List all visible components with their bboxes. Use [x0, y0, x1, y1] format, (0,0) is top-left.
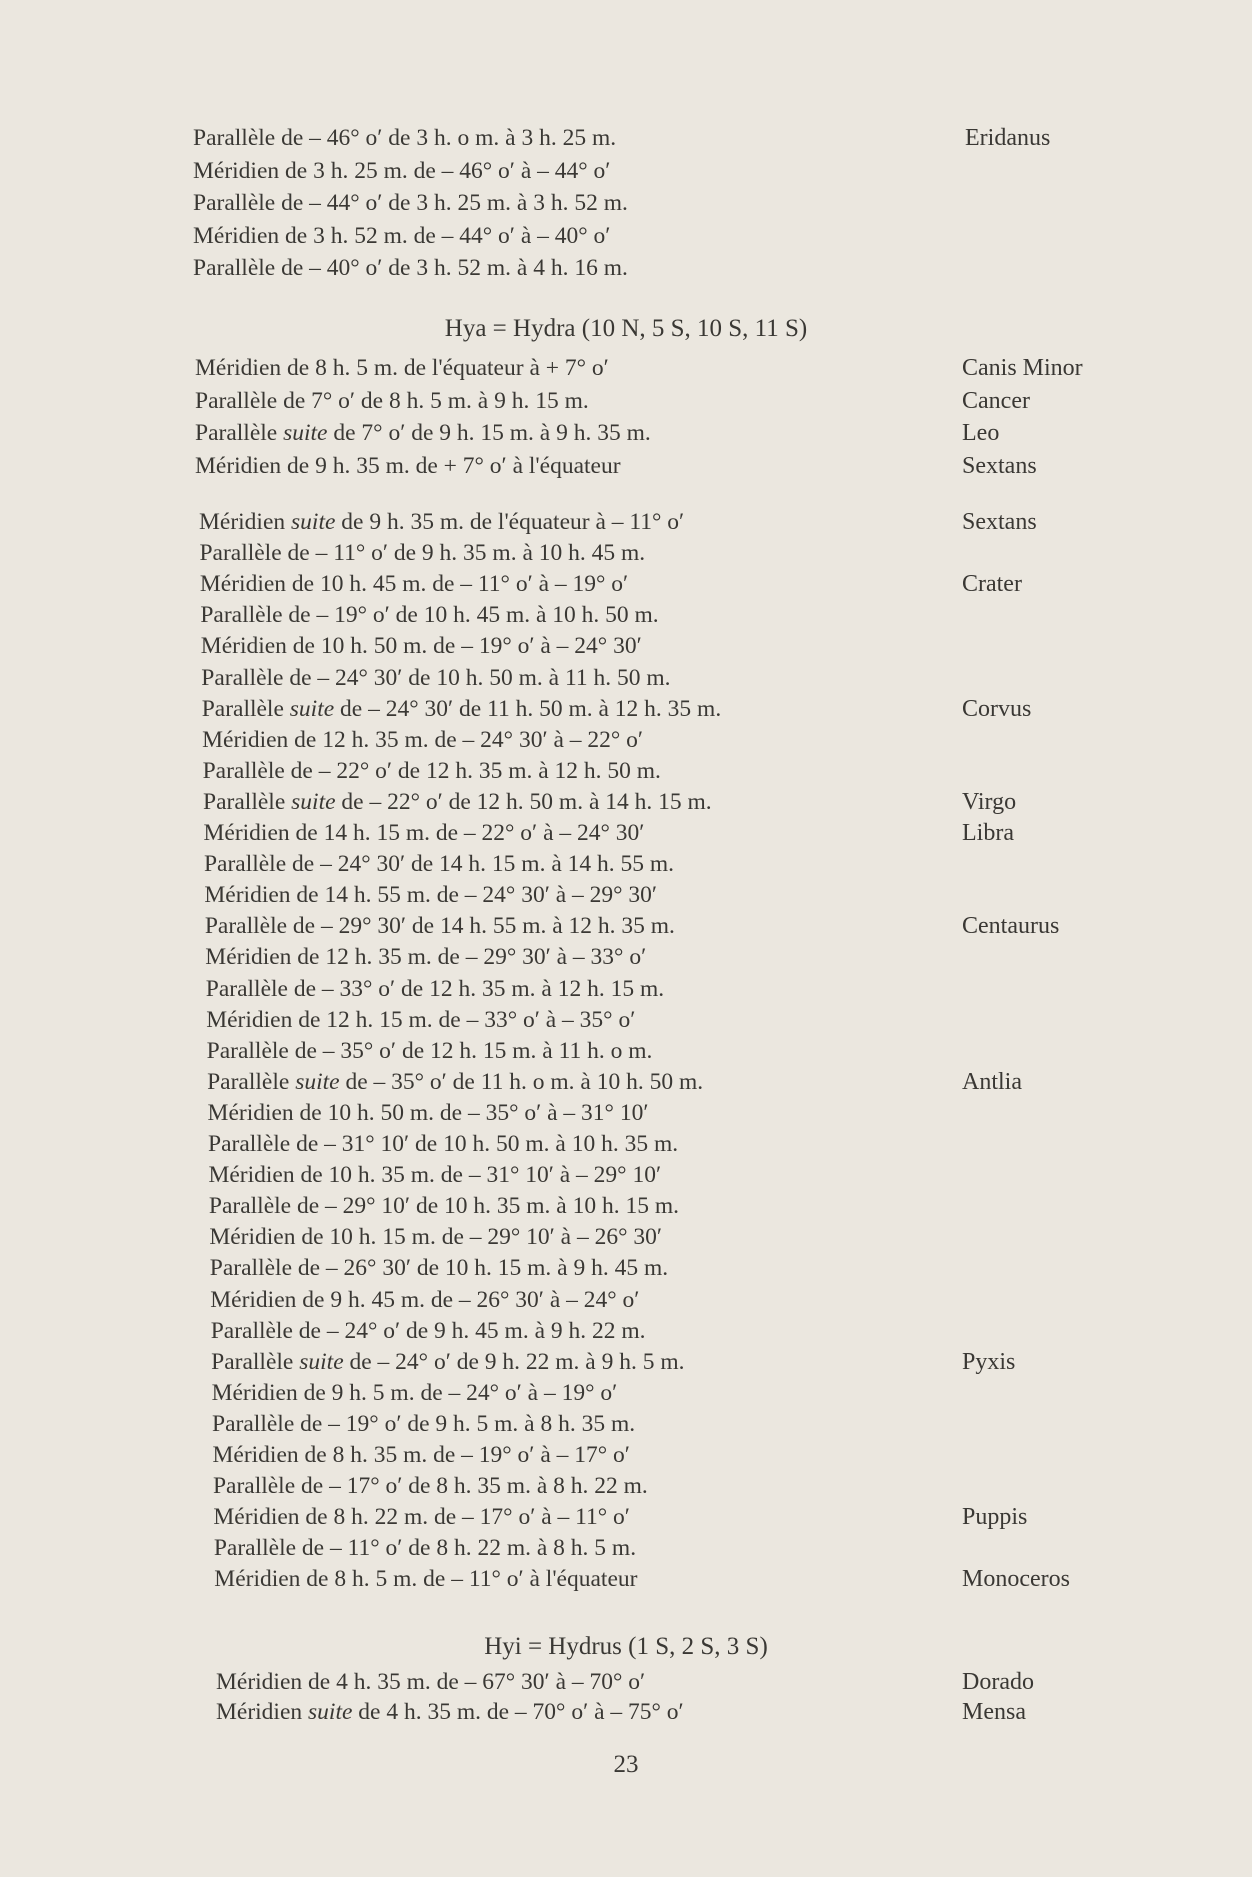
line-text-start: Méridien de 8 h. 35 m. de – 19° o′ à – 17° o′ — [212, 1442, 630, 1468]
text-line — [201, 662, 1211, 694]
text-line — [195, 385, 1205, 417]
line-text — [208, 1159, 661, 1191]
line-text — [208, 1097, 649, 1129]
text-line — [213, 1501, 1223, 1533]
text-line — [193, 252, 1203, 284]
line-text — [193, 220, 610, 252]
line-text — [207, 1035, 653, 1067]
line-text — [213, 1470, 648, 1502]
text-line — [207, 1035, 1217, 1067]
italic-suite: suite — [291, 509, 336, 535]
text-line — [213, 1439, 1223, 1471]
constellation-name: Mensa — [962, 1699, 1026, 1725]
text-line — [206, 1004, 1216, 1036]
line-text-end: – 44° o′ de 3 h. 25 m. à 3 h. 52 m. — [309, 190, 628, 216]
line-text — [193, 155, 610, 187]
text-line — [202, 724, 1212, 756]
line-text-start: Méridien de 10 h. 35 m. de – 31° 10′ à – 29° 10′ — [208, 1162, 662, 1189]
line-text-start: Parallèle — [201, 695, 290, 722]
italic-suite: suite — [291, 788, 336, 815]
text-line — [212, 1377, 1222, 1409]
page-number: 23 — [613, 1751, 639, 1778]
line-text-end: de 4 h. 35 m. de – 70° o′ à – 75° o′ — [352, 1699, 684, 1725]
constellation-name: Puppis — [961, 1504, 1028, 1531]
line-text-start: Parallèle de – 19° o′ de 9 h. 5 m. à 8 h. 35 m. — [212, 1410, 636, 1437]
line-text — [204, 817, 645, 849]
line-text — [201, 662, 670, 694]
line-text — [207, 1066, 703, 1098]
line-text — [201, 630, 642, 662]
text-line — [199, 506, 1209, 538]
line-text — [211, 1346, 684, 1378]
line-text-end: de 7° o′ de 9 h. 15 m. à 9 h. 35 m. — [327, 420, 651, 446]
line-text-start: Méridien de 12 h. 35 m. de – 29° 30′ à – 33° o′ — [205, 944, 647, 971]
line-text-start: Parallèle de — [193, 125, 310, 151]
line-text — [210, 1284, 639, 1316]
line-text-end: de 9 h. 35 m. de l'équateur à – 11° o′ — [335, 509, 685, 535]
hydrus-heading: Hyi = Hydrus (1 S, 2 S, 3 S) — [484, 1633, 768, 1660]
line-text-start: Parallèle — [203, 788, 292, 815]
text-line — [195, 352, 1205, 384]
line-text — [203, 755, 661, 787]
text-line — [216, 1696, 1226, 1728]
line-text-start: Méridien de 9 h. 5 m. de – 24° o′ à – 19° o′ — [211, 1379, 618, 1406]
constellation-name: Crater — [961, 571, 1022, 598]
constellation-name: Corvus — [961, 695, 1032, 722]
constellation-name: Leo — [962, 420, 1000, 446]
constellation-name: Monoceros — [961, 1566, 1070, 1593]
constellation-name: Centaurus — [961, 913, 1060, 940]
line-text — [214, 1532, 636, 1564]
line-text — [195, 385, 589, 417]
line-text — [213, 1501, 630, 1533]
text-line — [208, 1128, 1218, 1160]
line-text-start: Méridien de 8 h. 5 m. de – 11° o′ à l'équateur — [214, 1566, 638, 1593]
line-text — [213, 1439, 630, 1471]
line-text-start: Parallèle de – 24° 30′ de 10 h. 50 m. à 11 h. 50 m. — [201, 664, 671, 691]
line-text — [199, 537, 645, 569]
line-text — [212, 1408, 635, 1440]
line-text-start: Parallèle de – 24° 30′ de 14 h. 15 m. à 14 h. 55 m. — [203, 851, 675, 878]
text-line — [211, 1315, 1221, 1347]
line-text-start: Parallèle de – 35° o′ de 12 h. 15 m. à 11 h. o m. — [206, 1037, 653, 1064]
text-line — [214, 1563, 1224, 1595]
line-text — [193, 187, 628, 219]
line-text-end: de – 24° 30′ de 11 h. 50 m. à 12 h. 35 m. — [334, 695, 722, 722]
line-text — [195, 352, 609, 384]
hydra-heading: Hya = Hydra (10 N, 5 S, 10 S, 11 S) — [444, 315, 808, 342]
line-text — [211, 1315, 646, 1347]
text-line — [193, 220, 1203, 252]
line-text-start: Parallèle de — [193, 255, 310, 281]
italic-suite: suite — [299, 1348, 344, 1375]
text-line — [216, 1666, 1226, 1698]
constellation-name: Canis Minor — [962, 355, 1083, 381]
line-text-start: Méridien de 12 h. 35 m. de – 24° 30′ à – 22° o′ — [202, 726, 644, 753]
line-text — [206, 1004, 635, 1036]
line-text — [214, 1563, 637, 1595]
text-line — [204, 879, 1214, 911]
line-text-start: Parallèle de – 11° o′ de 9 h. 35 m. à 10 h. 45 m. — [199, 540, 646, 567]
text-line — [205, 910, 1215, 942]
text-line — [209, 1190, 1219, 1222]
line-text-end: – 44° o′ à – 40° o′ — [441, 222, 611, 249]
line-text-start: Méridien — [199, 509, 292, 535]
line-text — [195, 417, 651, 449]
line-text-start: Méridien de 14 h. 55 m. de – 24° 30′ à – 29° 30′ — [204, 882, 658, 909]
line-text — [205, 910, 675, 942]
line-text-start: Parallèle de – 24° o′ de 9 h. 45 m. à 9 h. 22 m. — [210, 1317, 646, 1344]
text-line — [193, 122, 1203, 154]
text-line — [193, 187, 1203, 219]
line-text-start: Parallèle de – 26° 30′ de 10 h. 15 m. à 9 h. 45 m. — [209, 1255, 669, 1282]
constellation-name: Eridanus — [965, 125, 1051, 151]
line-text-start: Parallèle — [211, 1348, 300, 1375]
line-text-start: Méridien de 8 h. 22 m. de – 17° o′ à – 11° o′ — [213, 1504, 630, 1531]
text-line — [212, 1408, 1222, 1440]
text-line — [209, 1221, 1219, 1253]
line-text — [200, 568, 628, 600]
line-text — [193, 122, 616, 154]
text-line — [208, 1097, 1218, 1129]
constellation-name: Libra — [962, 820, 1014, 846]
text-line — [200, 568, 1210, 600]
text-line — [200, 599, 1210, 631]
line-text — [202, 724, 643, 756]
line-text-end: de – 24° o′ de 9 h. 22 m. à 9 h. 5 m. — [343, 1348, 685, 1375]
line-text — [203, 786, 712, 818]
constellation-name: Antlia — [961, 1068, 1022, 1095]
italic-suite: suite — [289, 695, 335, 722]
italic-suite: suite — [295, 1068, 340, 1095]
line-text — [208, 1128, 678, 1160]
text-line — [202, 693, 1212, 725]
text-line — [201, 630, 1211, 662]
line-text — [216, 1666, 645, 1698]
line-text — [209, 1190, 679, 1222]
line-text-start: Parallèle de – 11° o′ de 8 h. 22 m. à 8 h. 5 m. — [213, 1535, 637, 1562]
text-line — [193, 155, 1203, 187]
line-text — [212, 1377, 618, 1409]
text-line — [213, 1470, 1223, 1502]
line-text-start: Méridien de 3 h. 25 m. de — [193, 157, 442, 184]
text-line — [204, 817, 1214, 849]
line-text — [202, 693, 722, 725]
line-text-end: – 40° o′ de 3 h. 52 m. à 4 h. 16 m. — [309, 255, 628, 281]
text-line — [199, 537, 1209, 569]
line-text — [205, 941, 646, 973]
constellation-name: Dorado — [962, 1669, 1034, 1695]
line-text-start: Méridien de 4 h. 35 m. de – 67° 30′ à – 70° o′ — [216, 1669, 646, 1695]
line-text-start: Parallèle de — [193, 190, 310, 216]
text-line — [214, 1532, 1224, 1564]
line-text-start: Parallèle de – 29° 30′ de 14 h. 55 m. à 12 h. 35 m. — [204, 913, 675, 940]
line-text — [216, 1696, 684, 1728]
line-text-start: Parallèle de – 19° o′ de 10 h. 45 m. à 10 h. 50 m. — [200, 602, 659, 629]
line-text-start: Méridien de 9 h. 35 m. de + 7° o′ à l'équateur — [195, 452, 621, 479]
line-text — [206, 973, 664, 1005]
line-text — [195, 450, 621, 482]
text-line — [211, 1346, 1221, 1378]
line-text-start: Méridien de 3 h. 52 m. de — [193, 222, 442, 249]
line-text-start: Méridien de 8 h. 5 m. de l'équateur à + 7° o′ — [195, 355, 609, 381]
line-text — [200, 599, 658, 631]
line-text — [204, 879, 657, 911]
text-line — [195, 417, 1205, 449]
text-line — [205, 941, 1215, 973]
line-text-start: Méridien de 10 h. 45 m. de – 11° o′ à – 19° o′ — [199, 571, 629, 598]
text-line — [195, 450, 1205, 482]
line-text-start: Parallèle de – 22° o′ de 12 h. 35 m. à 12 h. 50 m. — [202, 757, 661, 784]
line-text-end: de – 22° o′ de 12 h. 50 m. à 14 h. 15 m. — [335, 788, 712, 815]
line-text-start: Parallèle de – 31° 10′ de 10 h. 50 m. à 10 h. 35 m. — [208, 1131, 679, 1157]
line-text-start: Parallèle de – 29° 10′ de 10 h. 35 m. à 10 h. 15 m. — [208, 1193, 679, 1220]
line-text-end: – 46° o′ de 3 h. o m. à 3 h. 25 m. — [309, 125, 617, 151]
constellation-name: Sextans — [962, 452, 1037, 479]
line-text-start: Méridien de 9 h. 45 m. de – 26° 30′ à – 24° o′ — [210, 1286, 640, 1313]
text-line — [206, 973, 1216, 1005]
line-text — [210, 1252, 668, 1284]
line-text-start: Méridien de 10 h. 50 m. de – 19° o′ à – 24° 30′ — [200, 633, 642, 660]
line-text-start: Méridien — [216, 1699, 309, 1725]
line-text-end: – 46° o′ à – 44° o′ — [441, 157, 611, 184]
line-text — [199, 506, 684, 538]
line-text-start: Méridien de 10 h. 50 m. de – 35° o′ à – 31° 10′ — [207, 1099, 649, 1126]
constellation-name: Virgo — [961, 788, 1017, 815]
text-line — [203, 786, 1213, 818]
text-line — [210, 1252, 1220, 1284]
line-text — [204, 848, 674, 880]
constellation-name: Sextans — [962, 509, 1037, 535]
line-text-start: Parallèle — [207, 1068, 296, 1095]
line-text-start: Parallèle de – 33° o′ de 12 h. 35 m. à 12 h. 15 m. — [205, 975, 665, 1002]
italic-suite: suite — [308, 1699, 353, 1725]
text-line — [204, 848, 1214, 880]
line-text-start: Méridien de 10 h. 15 m. de – 29° 10′ à – 26° 30′ — [209, 1224, 663, 1251]
line-text — [209, 1221, 662, 1253]
text-line — [207, 1066, 1217, 1098]
line-text-start: Parallèle de 7° o′ de 8 h. 5 m. à 9 h. 15 m. — [195, 387, 589, 414]
text-line — [210, 1284, 1220, 1316]
line-text-start: Méridien de 14 h. 15 m. de – 22° o′ à – 24° 30′ — [203, 820, 645, 846]
line-text-start: Parallèle de – 17° o′ de 8 h. 35 m. à 8 h. 22 m. — [212, 1473, 648, 1500]
text-line — [203, 755, 1213, 787]
line-text — [193, 252, 628, 284]
constellation-name: Pyxis — [961, 1348, 1016, 1375]
line-text-start: Méridien de 12 h. 15 m. de – 33° o′ à – 35° o′ — [206, 1006, 636, 1033]
constellation-name: Cancer — [962, 387, 1030, 414]
line-text-start: Parallèle — [195, 420, 284, 446]
text-line — [208, 1159, 1218, 1191]
line-text-end: de – 35° o′ de 11 h. o m. à 10 h. 50 m. — [339, 1068, 704, 1095]
italic-suite: suite — [283, 420, 328, 446]
